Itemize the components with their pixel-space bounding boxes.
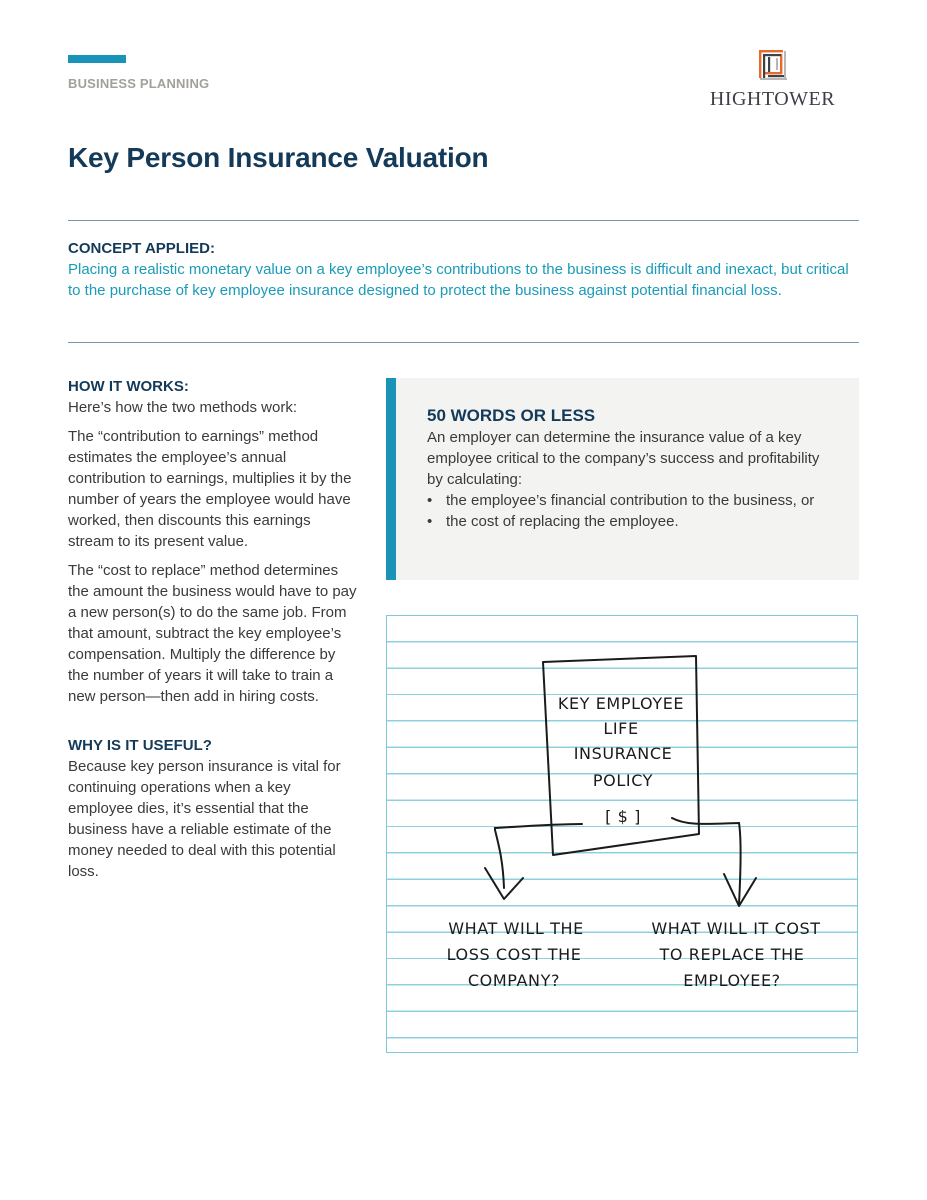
concept-label: CONCEPT APPLIED:	[68, 240, 215, 257]
how-it-works-intro: Here’s how the two methods work:	[68, 399, 297, 416]
brand-wordmark: HIGHTOWER	[709, 88, 836, 110]
bullet-icon: •	[427, 513, 433, 530]
lined-paper-sketch	[386, 615, 858, 1053]
right-question-line: TO REPLACE THE	[659, 945, 805, 964]
bullet-text: the cost of replacing the employee.	[446, 513, 679, 530]
method-replace-paragraph: The “cost to replace” method determines the amount the business would have to pay a new person(s) to do the same job. From that amount, subtract the key employee’s compensation. Multiply the difference by the number of years it will take to train a new person—then add in hiring costs.	[68, 562, 357, 705]
hightower-logo	[700, 48, 845, 114]
callout-accent-stripe	[386, 378, 396, 580]
list-item	[427, 511, 827, 532]
bullet-text: the employee’s financial contribution to the business, or	[446, 492, 815, 509]
left-question-line: LOSS COST THE	[446, 945, 582, 964]
accent-bar	[68, 55, 126, 63]
how-it-works-label: HOW IT WORKS:	[68, 378, 189, 395]
right-question-line: WHAT WILL IT COST	[651, 919, 821, 938]
right-question-line: EMPLOYEE?	[683, 971, 781, 990]
list-item	[427, 490, 827, 511]
fifty-words-callout	[386, 378, 859, 580]
callout-title: 50 WORDS OR LESS	[427, 406, 596, 425]
method-contribution-paragraph: The “contribution to earnings” method estimates the employee’s annual contribution to earnings, multiplies it by the number of years the employee would have worked, then discounts this earnings stream to its present value.	[68, 428, 352, 550]
policy-diagram	[387, 616, 859, 1054]
left-column	[68, 376, 358, 890]
concept-applied-section	[68, 238, 859, 301]
logo-mark-icon	[757, 48, 789, 82]
left-question-line: COMPANY?	[467, 971, 561, 990]
callout-bullet-list	[427, 490, 827, 532]
section-kicker: BUSINESS PLANNING	[68, 76, 210, 91]
callout-body: An employer can determine the insurance value of a key employee critical to the company’s success and profitability by calculating:	[427, 429, 820, 488]
concept-body: Placing a realistic monetary value on a key employee’s contributions to the business is difficult and inexact, but critical to the purchase of key employee insurance designed to protect the business against potential financial loss.	[68, 261, 849, 299]
bullet-icon: •	[427, 492, 433, 509]
left-question-line: WHAT WILL THE	[448, 919, 584, 938]
page-title: Key Person Insurance Valuation	[68, 142, 489, 173]
why-useful-body: Because key person insurance is vital for continuing operations when a key employee dies, it’s essential that the business have a reliable estimate of the money needed to deal with this potential loss.	[68, 758, 341, 880]
policy-dollar: [ $ ]	[605, 807, 641, 826]
divider-top	[68, 220, 859, 221]
policy-line: KEY EMPLOYEE	[557, 694, 685, 713]
policy-line: POLICY	[592, 771, 654, 790]
divider-bottom	[68, 342, 859, 343]
policy-line: INSURANCE	[573, 744, 673, 763]
why-useful-label: WHY IS IT USEFUL?	[68, 737, 212, 754]
policy-line: LIFE	[603, 719, 639, 738]
